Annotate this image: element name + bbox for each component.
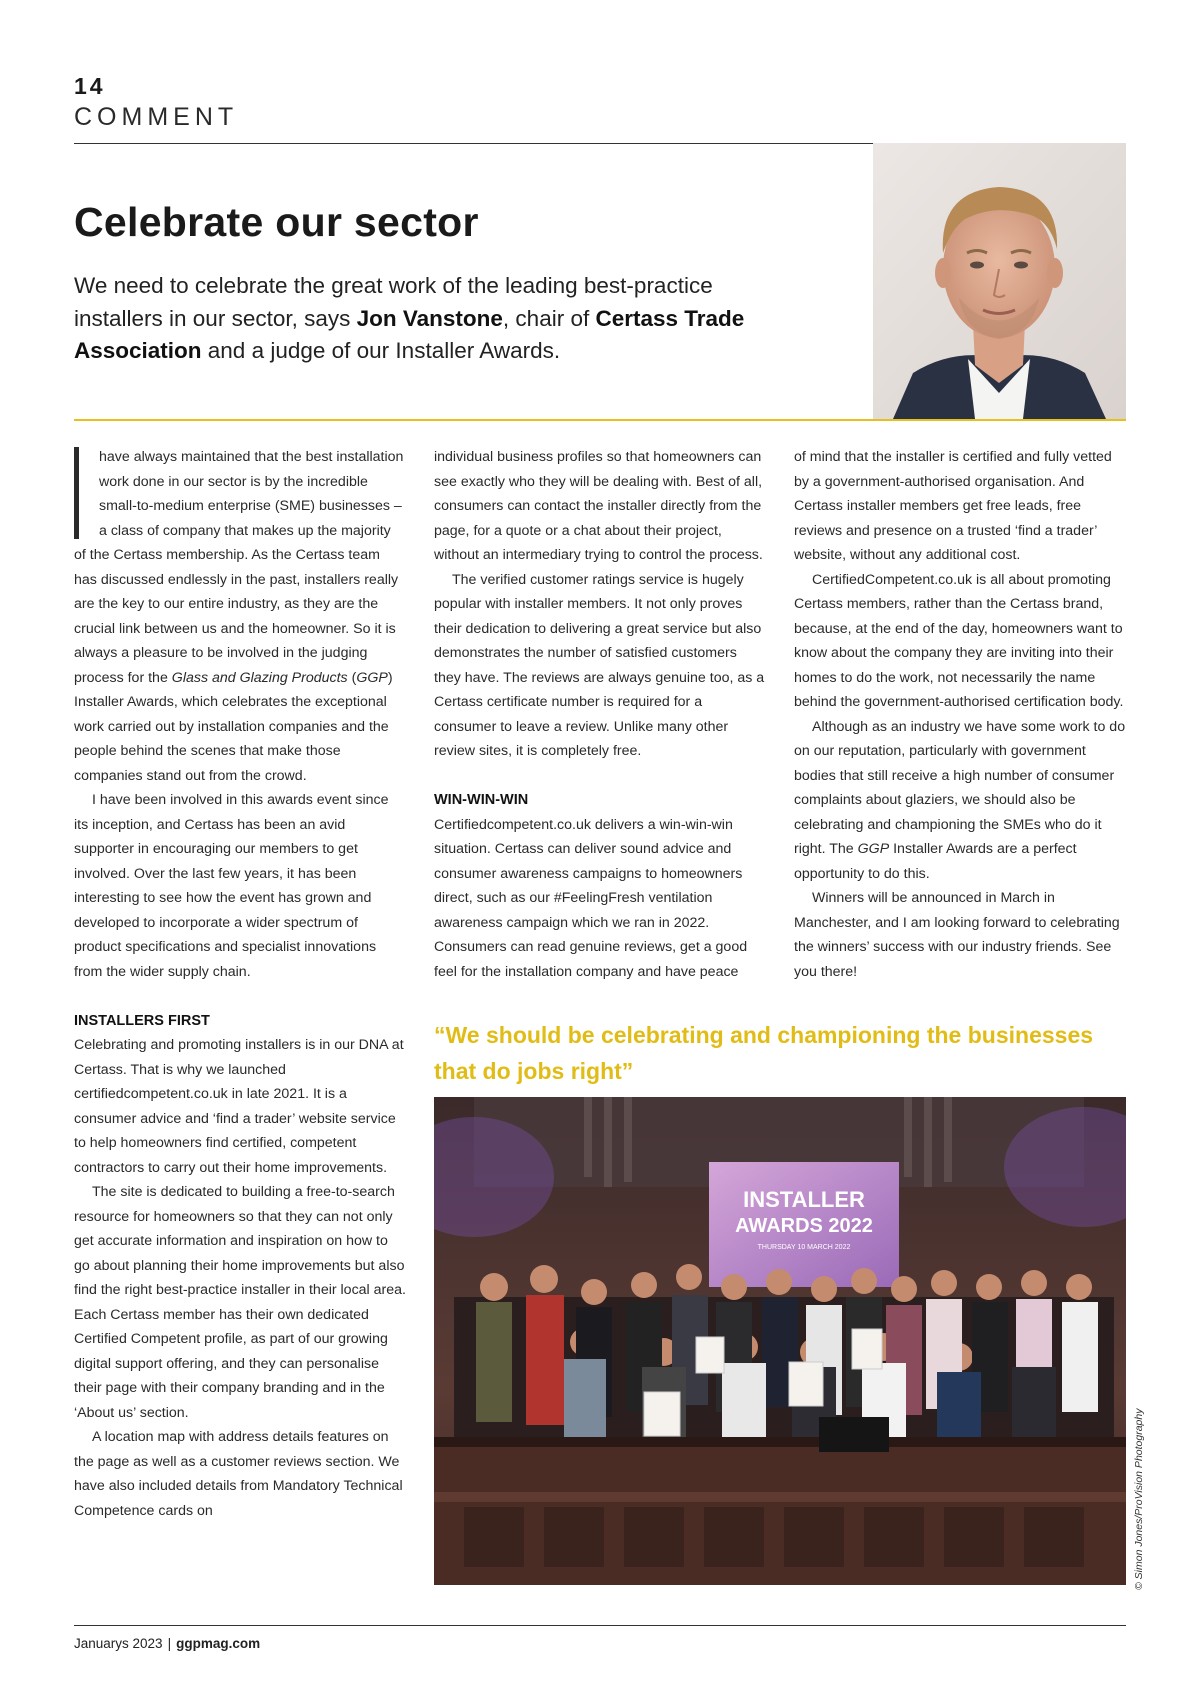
awards-group-photo bbox=[434, 1097, 1126, 1585]
drop-cap bbox=[74, 447, 87, 539]
paragraph: Certifiedcompetent.co.uk delivers a win-win-win situation. Certass can deliver sound advice and consumer awareness campaigns to homeowners direct, such as our #FeelingFresh ventilation awareness campaign which we ran in 2022. Consumers can read genuine reviews, get a good feel for the installation company and have peace bbox=[434, 816, 748, 980]
pull-quote: “We should be celebrating and championing the businesses that do jobs right” bbox=[434, 1022, 1094, 1084]
paragraph: I have been involved in this awards event since its inception, and Certass has been an avid supporter in encouraging our members to get involved. Over the last few years, it has been interesting to see how the event has grown and developed to incorporate a wider spectrum of product specifications and specialist innovations from the wider supply chain. bbox=[74, 792, 389, 980]
magazine-website: ggpmag.com bbox=[176, 1636, 261, 1651]
footer bbox=[74, 1636, 260, 1651]
paragraph: CertifiedCompetent.co.uk is all about promoting Certass members, rather than the Certass brand, because, at the end of the day, homeowners want to know about the company they are inviting into their homes to do the work, not necessarily the name behind the government-authorised certification body. bbox=[794, 571, 1124, 710]
paragraph: Winners will be announced in March in Manchester, and I am looking forward to celebrating the winners’ success with our industry friends. See you there! bbox=[794, 890, 1120, 980]
paragraph: Celebrating and promoting installers is in our DNA at Certass. That is why we launched certifiedcompetent.co.uk in late 2021. It is a consumer advice and ‘find a trader’ website service to help homeowners find certified, competent contractors to carry out their home improvements. bbox=[74, 1037, 404, 1176]
body-column-3 bbox=[794, 445, 1126, 984]
footer-divider bbox=[74, 1625, 1126, 1626]
author-portrait-photo bbox=[873, 143, 1126, 419]
photo-credit: © Simon Jones/ProVision Photography bbox=[1133, 1408, 1145, 1590]
author-name: Jon Vanstone bbox=[356, 305, 503, 331]
body-column-2 bbox=[434, 445, 766, 984]
paragraph: The site is dedicated to building a free-to-search resource for homeowners so that they can not only get accurate information and inspiration on how to go about planning their home improvements but also find the right best-practice installer in their local area. Each Certass member has their own dedicated Certified Competent profile, as part of our growing digital support offering, and they can personalise their page with their company branding and in the ‘About us’ section. bbox=[74, 1184, 406, 1421]
yellow-divider bbox=[74, 419, 1126, 421]
standfirst-text: and a judge of our Installer Awards. bbox=[201, 338, 561, 363]
paragraph: have always maintained that the best installation work done in our sector is by the incredible small-to-medium enterprise (SME) businesses – a class of company that makes up the majority of the Certass membership. As the Certass team has discussed endlessly in the past, installers really are the key to our entire industry, as they are the crucial link between us and the homeowner. So it is always a pleasure to be involved in the judging process for the Glass and Glazing Products (GGP) Installer Awards, which celebrates the exceptional work carried out by installation companies and the people behind the scenes that make those companies stand out from the crowd. bbox=[74, 449, 404, 784]
organisation-name: Certass Trade Association bbox=[74, 305, 745, 363]
top-divider bbox=[74, 143, 874, 144]
issue-date: Januarys 2023 bbox=[74, 1636, 163, 1651]
standfirst bbox=[74, 270, 774, 368]
page-number: 14 bbox=[74, 73, 106, 99]
standfirst-text: , chair of bbox=[502, 305, 596, 331]
screen-title: AWARDS 2022 bbox=[735, 1215, 873, 1237]
subheading: WIN-WIN-WIN bbox=[434, 792, 529, 808]
paragraph: individual business profiles so that homeowners can see exactly who they will be dealing with. Best of all, consumers can contact the installer directly from the page, for a quote or a chat about their project, without an intermediary trying to control the process. bbox=[434, 449, 763, 563]
section-label: COMMENT bbox=[74, 103, 239, 131]
paragraph: Although as an industry we have some work to do on our reputation, particularly with government bodies that still receive a high number of consumer complaints about glaziers, we should also be celebrating and championing the SMEs who do it right. The GGP Installer Awards are a perfect opportunity to do this. bbox=[794, 718, 1126, 882]
screen-title: INSTALLER bbox=[743, 1187, 865, 1212]
headline: Celebrate our sector bbox=[74, 199, 479, 245]
screen-date: THURSDAY 10 MARCH 2022 bbox=[757, 1244, 851, 1251]
paragraph: A location map with address details features on the page as well as a customer reviews section. We have also included details from Mandatory Technical Competence cards on bbox=[74, 1429, 403, 1519]
standfirst-text: We need to celebrate the great work of the leading best-practice installers in our sector, says bbox=[74, 273, 713, 331]
subheading: INSTALLERS FIRST bbox=[74, 1012, 210, 1029]
paragraph: of mind that the installer is certified and fully vetted by a government-authorised organisation. And Certass installer members get free leads, free reviews and presence on a trusted ‘find a trader’ website, without any additional cost. bbox=[794, 449, 1112, 563]
body-column-1 bbox=[74, 445, 406, 1523]
paragraph: The verified customer ratings service is hugely popular with installer members. It not only proves their dedication to delivering a great service but also demonstrates the number of satisfied customers they have. The reviews are always genuine too, as a Certass certificate number is required for a consumer to leave a review. Unlike many other review sites, it is completely free. bbox=[434, 571, 765, 759]
footer-separator: | bbox=[167, 1636, 172, 1651]
